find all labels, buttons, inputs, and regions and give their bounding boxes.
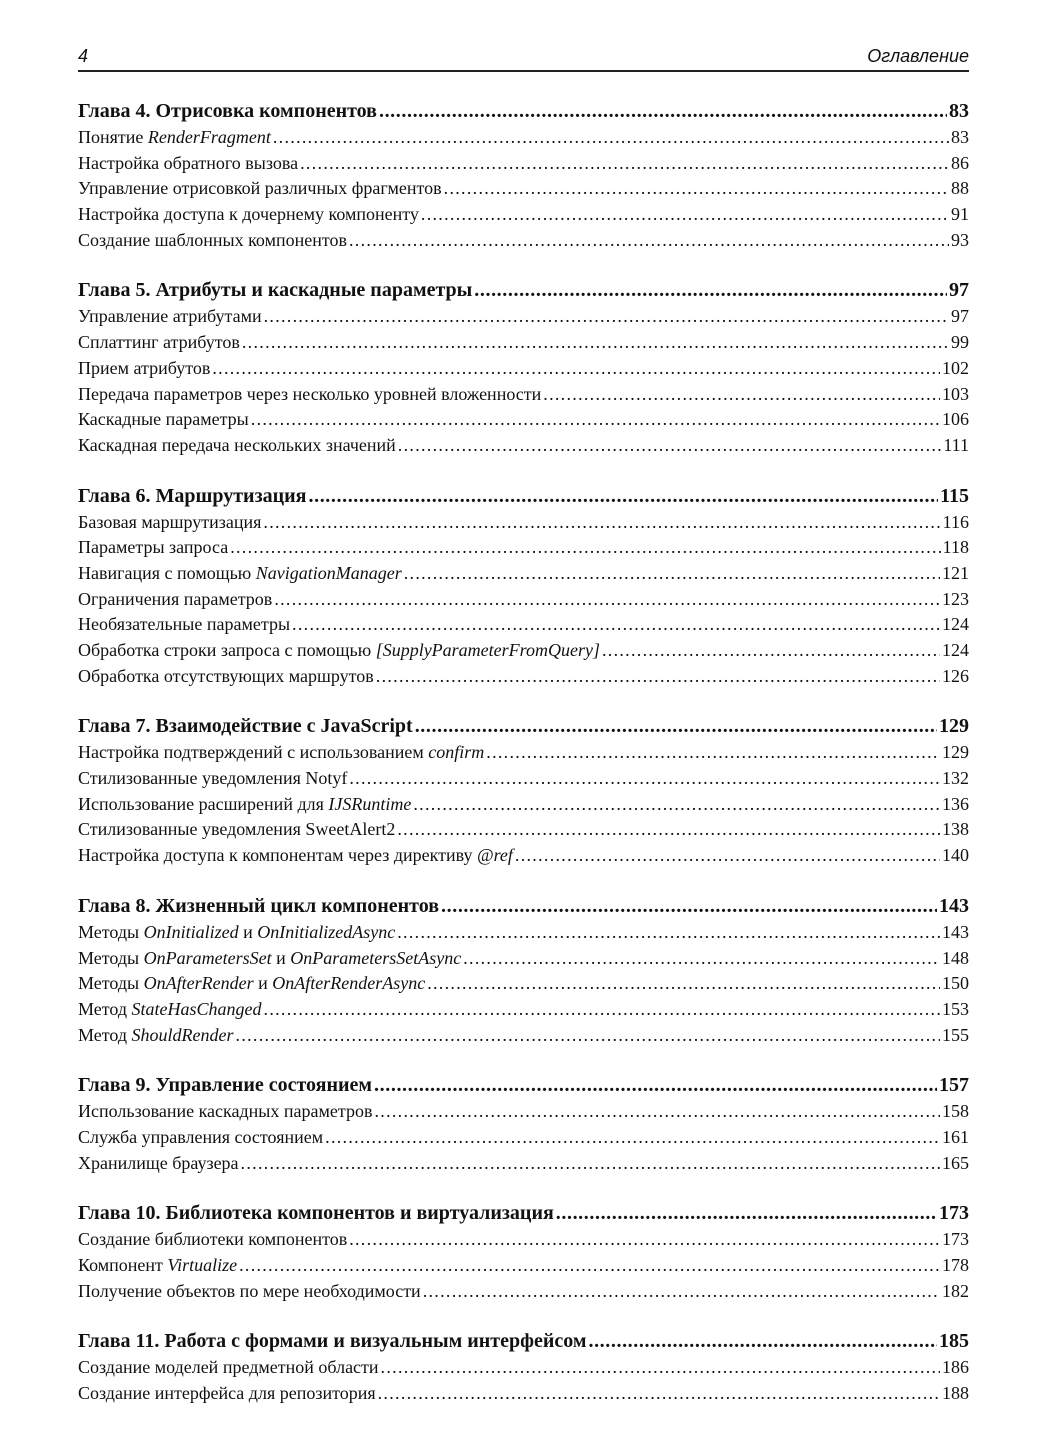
dot-leader (378, 1381, 940, 1407)
entry-title: Обработка строки запроса с помощью [SupplyParameterFromQuery] (78, 640, 600, 660)
dot-leader (398, 433, 942, 459)
entry-page: 138 (942, 819, 969, 840)
toc-chapter (78, 892, 969, 1048)
chapter-title: Глава 5. Атрибуты и каскадные параметры (78, 279, 473, 302)
chapter-page: 129 (939, 715, 969, 738)
toc-chapter (78, 1071, 969, 1176)
dot-leader (404, 561, 940, 587)
toc-chapter (78, 482, 969, 690)
toc-entry[interactable] (78, 766, 969, 792)
toc-entry[interactable] (78, 1151, 969, 1177)
chapter-page: 97 (949, 279, 969, 302)
entry-title: Методы OnInitialized и OnInitializedAsync (78, 921, 396, 942)
toc-entry[interactable] (78, 535, 969, 561)
dot-leader (397, 817, 940, 843)
toc-entry[interactable] (78, 1279, 969, 1305)
dot-leader (379, 97, 947, 125)
chapter-title: Глава 8. Жизненный цикл компонентов (78, 894, 440, 917)
entry-page: 155 (942, 1024, 969, 1045)
toc-entry[interactable] (78, 971, 969, 997)
toc-entry[interactable] (78, 202, 969, 228)
entry-page: 97 (951, 306, 969, 327)
entry-page: 150 (942, 973, 969, 994)
chapter-heading[interactable] (78, 712, 969, 740)
entry-title: Параметры запроса (78, 537, 229, 558)
chapter-title: Глава 4. Отрисовка компонентов (78, 100, 377, 122)
toc-entry[interactable] (78, 740, 969, 766)
entry-title: Настройка обратного вызова (78, 152, 299, 173)
entry-title: Понятие RenderFragment (78, 127, 271, 147)
dot-leader (349, 766, 940, 792)
dot-leader (264, 997, 940, 1023)
entry-title: Стилизованные уведомления Notyf (78, 768, 348, 789)
entry-page: 106 (942, 409, 969, 430)
entry-page: 123 (942, 588, 969, 609)
dot-leader (263, 510, 940, 536)
dot-leader (474, 276, 947, 304)
entry-title: Методы OnAfterRender и OnAfterRenderAsync (78, 973, 426, 994)
toc-entry[interactable] (78, 1253, 969, 1279)
dot-leader (300, 151, 949, 177)
entry-title: Хранилище браузера (78, 1152, 239, 1173)
entry-page: 186 (942, 1357, 969, 1378)
entry-page: 188 (942, 1383, 969, 1404)
entry-title: Ограничения параметров (78, 588, 273, 609)
entry-page: 103 (942, 383, 969, 404)
entry-page: 148 (942, 947, 969, 968)
toc-entry[interactable] (78, 382, 969, 408)
entry-title: Настройка доступа к компонентам через директиву @ref (78, 845, 513, 866)
dot-leader (463, 946, 940, 972)
dot-leader (381, 1355, 940, 1381)
dot-leader (427, 971, 940, 997)
entry-title: Сплаттинг атрибутов (78, 332, 240, 353)
entry-title: Базовая маршрутизация (78, 511, 262, 532)
dot-leader (441, 892, 937, 920)
entry-title: Настройка доступа к дочернему компоненту (78, 204, 419, 225)
entry-page: 88 (951, 178, 969, 199)
dot-leader (515, 843, 940, 869)
entry-title: Создание моделей предметной области (78, 1357, 379, 1378)
dot-leader (423, 1279, 940, 1305)
dot-leader (602, 638, 940, 664)
dot-leader (413, 792, 940, 818)
entry-page: 116 (942, 511, 969, 532)
entry-page: 161 (942, 1126, 969, 1147)
entry-page: 83 (951, 127, 969, 147)
entry-title: Метод StateHasChanged (78, 998, 262, 1019)
chapter-heading[interactable] (78, 892, 969, 920)
entry-page: 93 (951, 229, 969, 250)
toc-entry[interactable] (78, 228, 969, 254)
toc-entry[interactable] (78, 843, 969, 869)
toc-entry[interactable] (78, 151, 969, 177)
chapter-page: 83 (949, 100, 969, 122)
toc-entry[interactable] (78, 330, 969, 356)
chapter-page: 157 (939, 1074, 969, 1097)
entry-page: 153 (942, 998, 969, 1019)
dot-leader (239, 1253, 940, 1279)
toc-entry[interactable] (78, 433, 969, 459)
entry-title: Обработка отсутствующих маршрутов (78, 665, 374, 686)
toc-entry[interactable] (78, 920, 969, 946)
dot-leader (556, 1199, 937, 1227)
toc-entry[interactable] (78, 176, 969, 202)
chapter-title: Глава 10. Библиотека компонентов и виртуализация (78, 1202, 554, 1225)
dot-leader (212, 356, 940, 382)
dot-leader (543, 382, 940, 408)
entry-title: Стилизованные уведомления SweetAlert2 (78, 819, 396, 840)
toc-entry[interactable] (78, 817, 969, 843)
entry-title: Передача параметров через несколько уровней вложенности (78, 383, 542, 404)
chapter-title: Глава 11. Работа с формами и визуальным интерфейсом (78, 1330, 587, 1353)
dot-leader (421, 202, 949, 228)
table-of-contents (78, 97, 969, 1407)
dot-leader (242, 330, 949, 356)
dot-leader (251, 407, 940, 433)
chapter-page: 173 (939, 1202, 969, 1225)
dot-leader (374, 1071, 937, 1099)
dot-leader (376, 664, 940, 690)
dot-leader (349, 1227, 940, 1253)
dot-leader (349, 228, 949, 254)
toc-entry[interactable] (78, 997, 969, 1023)
toc-entry[interactable] (78, 638, 969, 664)
entry-title: Использование расширений для IJSRuntime (78, 793, 412, 814)
chapter-page: 185 (939, 1330, 969, 1353)
entry-page: 158 (942, 1101, 969, 1122)
dot-leader (444, 176, 949, 202)
dot-leader (236, 1023, 940, 1049)
toc-chapter (78, 712, 969, 868)
toc-entry[interactable] (78, 1023, 969, 1049)
page-header (78, 40, 969, 72)
entry-page: 140 (942, 845, 969, 866)
dot-leader (274, 587, 940, 613)
entry-page: 118 (942, 537, 969, 558)
entry-title: Настройка подтверждений с использованием confirm (78, 742, 485, 763)
entry-title: Создание интерфейса для репозитория (78, 1383, 376, 1404)
entry-title: Создание библиотеки компонентов (78, 1229, 348, 1250)
entry-page: 91 (951, 204, 969, 225)
toc-entry[interactable] (78, 510, 969, 536)
toc-entry[interactable] (78, 561, 969, 587)
entry-page: 99 (951, 332, 969, 353)
dot-leader (292, 612, 940, 638)
chapter-heading[interactable] (78, 1071, 969, 1099)
toc-entry[interactable] (78, 356, 969, 382)
entry-page: 102 (942, 357, 969, 378)
entry-title: Использование каскадных параметров (78, 1101, 373, 1122)
chapter-heading[interactable] (78, 276, 969, 304)
entry-page: 124 (942, 640, 969, 660)
chapter-page: 143 (939, 894, 969, 917)
dot-leader (273, 125, 949, 151)
toc-entry[interactable] (78, 1381, 969, 1407)
entry-page: 111 (943, 434, 969, 455)
entry-page: 126 (942, 665, 969, 686)
toc-entry[interactable] (78, 1125, 969, 1151)
entry-title: Создание шаблонных компонентов (78, 229, 347, 250)
toc-entry[interactable] (78, 125, 969, 151)
toc-entry[interactable] (78, 1099, 969, 1125)
dot-leader (374, 1099, 940, 1125)
toc-entry[interactable] (78, 792, 969, 818)
entry-page: 182 (942, 1280, 969, 1301)
chapter-heading[interactable] (78, 1327, 969, 1355)
entry-page: 143 (942, 921, 969, 942)
entry-page: 173 (942, 1229, 969, 1250)
entry-title: Каскадная передача нескольких значений (78, 434, 396, 455)
toc-entry[interactable] (78, 946, 969, 972)
entry-title: Управление атрибутами (78, 306, 262, 327)
entry-page: 178 (942, 1255, 969, 1275)
book-page (78, 40, 969, 1430)
entry-title: Методы OnParametersSet и OnParametersSetAsync (78, 947, 462, 968)
toc-chapter (78, 276, 969, 458)
dot-leader (325, 1125, 940, 1151)
toc-chapter (78, 1327, 969, 1406)
toc-entry[interactable] (78, 407, 969, 433)
chapter-heading[interactable] (78, 1199, 969, 1227)
chapter-title: Глава 7. Взаимодействие с JavaScript (78, 715, 413, 738)
entry-page: 124 (942, 614, 969, 635)
dot-leader (486, 740, 940, 766)
entry-title: Управление отрисовкой различных фрагментов (78, 178, 442, 199)
entry-title: Навигация с помощью NavigationManager (78, 562, 402, 583)
toc-entry[interactable] (78, 304, 969, 330)
entry-title: Служба управления состоянием (78, 1126, 324, 1147)
entry-title: Необязательные параметры (78, 614, 291, 635)
entry-page: 121 (942, 562, 969, 583)
chapter-title: Глава 9. Управление состоянием (78, 1074, 373, 1097)
entry-title: Получение объектов по мере необходимости (78, 1280, 421, 1301)
toc-chapter (78, 1199, 969, 1304)
entry-title: Метод ShouldRender (78, 1024, 234, 1045)
toc-entry[interactable] (78, 1227, 969, 1253)
chapter-page: 115 (940, 484, 969, 507)
entry-title: Компонент Virtualize (78, 1255, 238, 1275)
entry-title: Прием атрибутов (78, 357, 211, 378)
entry-page: 136 (942, 793, 969, 814)
page-number: 4 (78, 46, 89, 66)
toc-entry[interactable] (78, 587, 969, 613)
toc-entry[interactable] (78, 612, 969, 638)
chapter-title: Глава 6. Маршрутизация (78, 484, 307, 507)
entry-title: Каскадные параметры (78, 409, 249, 430)
toc-entry[interactable] (78, 664, 969, 690)
dot-leader (397, 920, 940, 946)
dot-leader (264, 304, 949, 330)
chapter-heading[interactable] (78, 482, 969, 510)
dot-leader (241, 1151, 940, 1177)
chapter-heading[interactable] (78, 97, 969, 125)
dot-leader (588, 1327, 937, 1355)
entry-page: 129 (942, 742, 969, 763)
toc-chapter (78, 97, 969, 253)
dot-leader (415, 712, 937, 740)
entry-page: 86 (951, 152, 969, 173)
entry-page: 132 (942, 768, 969, 789)
dot-leader (309, 482, 939, 510)
entry-page: 165 (942, 1152, 969, 1173)
dot-leader (230, 535, 940, 561)
running-title: Оглавление (867, 46, 969, 66)
toc-entry[interactable] (78, 1355, 969, 1381)
